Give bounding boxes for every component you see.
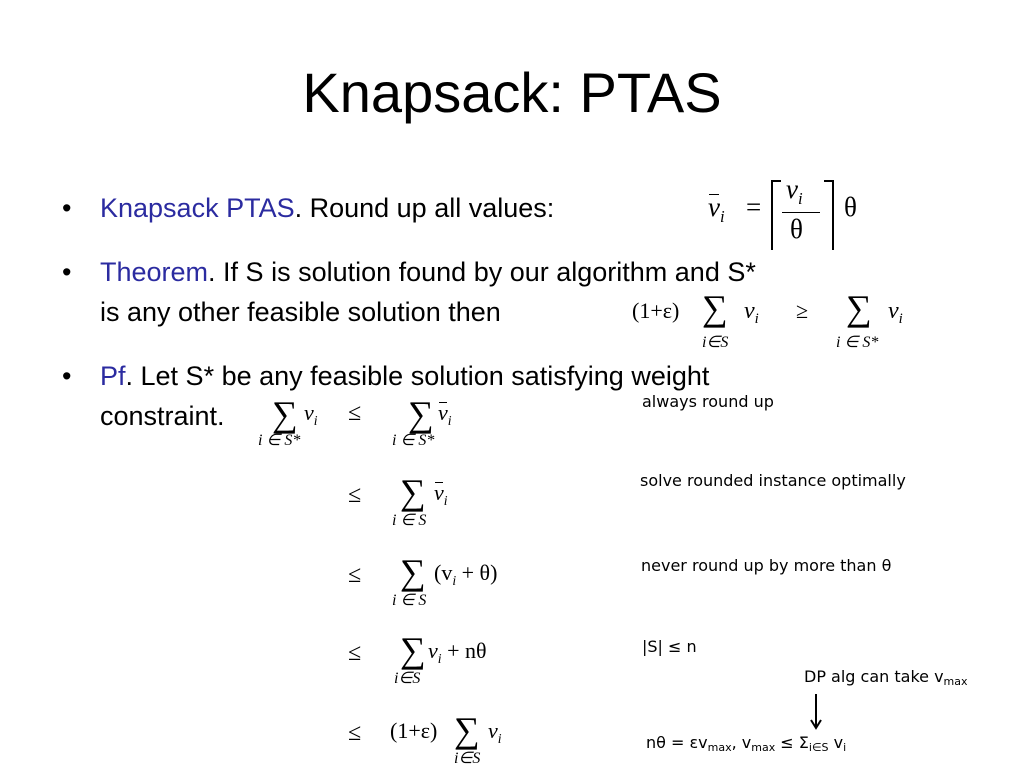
proof-first-term: ∑ i ∈ S* $v_i$ (258, 394, 318, 449)
bullet-keyword: Theorem (100, 257, 209, 287)
relation-le: ≤ (348, 400, 362, 426)
proof-note-5: nθ = εvmax, vmax ≤ Σi∈S vi (646, 733, 847, 754)
proof-note-1: always round up (642, 392, 774, 411)
bullet-text: . Round up all values: (294, 193, 555, 223)
proof-note-4: |S| ≤ n (642, 637, 697, 656)
proof-note-2: solve rounded instance optimally (640, 471, 906, 490)
bullet-dot: • (62, 257, 72, 287)
proof-note-3: never round up by more than θ (641, 556, 892, 575)
rounding-formula: $v_i$ = $v_i$ θ θ (708, 172, 868, 252)
bullet-dot: • (62, 361, 72, 391)
bullet-dot: • (62, 193, 72, 223)
bullet-text: . If S is solution found by our algorithm and S* (208, 257, 756, 287)
proof-step-2: ∑ i ∈ S $v_i$ (392, 472, 448, 529)
bullet-keyword: Pf (100, 361, 126, 391)
bullet-text: . Let S* be any feasible solution satisfying weight (125, 361, 710, 391)
bullet-text-line2: constraint. (100, 401, 225, 431)
dp-note: DP alg can take vmax (804, 667, 968, 688)
down-arrow-icon (806, 692, 826, 732)
bullet-text-line2: is any other feasible solution then (100, 297, 501, 327)
proof-step-5: (1+ε) ∑ i∈S $v_i$ (390, 710, 502, 767)
relation-le: ≤ (348, 640, 362, 666)
proof-step-4: ∑ i∈S $v_i + n\theta$ (394, 630, 487, 687)
slide-title: Knapsack: PTAS (302, 61, 722, 124)
proof-step-1: ∑ i ∈ S* $v_i$ (392, 394, 452, 449)
relation-le: ≤ (348, 562, 362, 588)
relation-le: ≤ (348, 482, 362, 508)
relation-le: ≤ (348, 720, 362, 746)
theorem-formula: (1+ε) ∑ i∈S $v_i$ ≥ ∑ i ∈ S* $v_i$ (632, 288, 903, 351)
bullet-1 (62, 188, 555, 228)
proof-step-3: ∑ i ∈ S $(v_i + \theta)$ (392, 552, 498, 609)
bullet-keyword: Knapsack PTAS (100, 193, 295, 223)
